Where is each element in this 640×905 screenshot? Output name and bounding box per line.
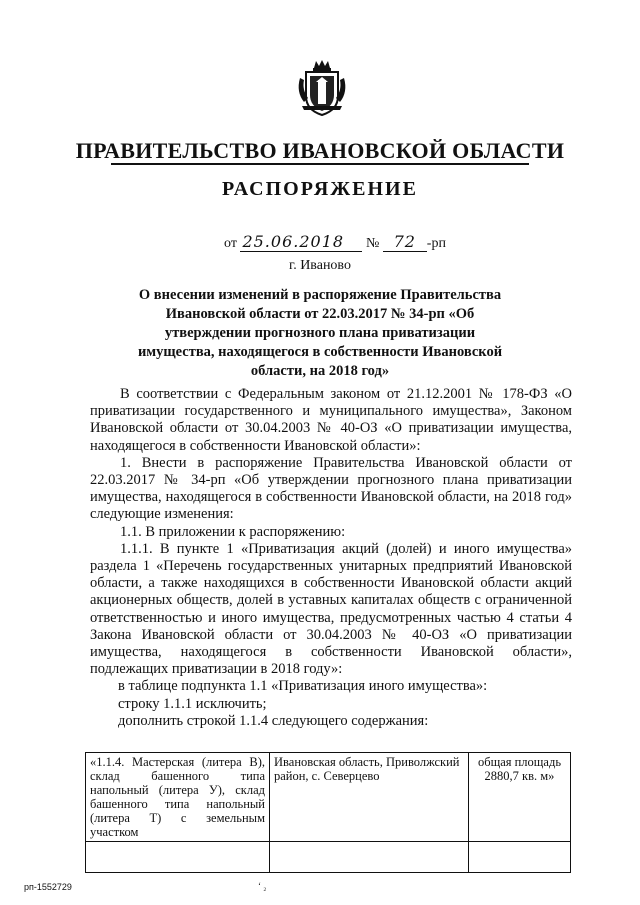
paragraph-1-1-1: 1.1.1. В пункте 1 «Приватизация акций (долей) и иного имущества» раздела 1 «Перечень государственных унитарных предприятий Ивановской области, а также находящихся в собственности Ивановской области акций акционерных обществ, долей в уставных капиталах обществ с ограниченной ответственностью и иного имущества, предусмотренных частью 4 статьи 4 Закона Ивановской области от 30.04.2003 № 40-ОЗ «О приватизации имущества, находящегося в собственности Ивановской области», подлежащих приватизации в 2018 году»:: [90, 540, 572, 678]
org-title: ПРАВИТЕЛЬСТВО ИВАНОВСКОЙ ОБЛАСТИ: [75, 138, 565, 163]
paragraph-delete-row: строку 1.1.1 исключить;: [118, 695, 267, 712]
insert-table: [85, 752, 571, 873]
paragraph-1: 1. Внести в распоряжение Правительства Ивановской области от 22.03.2017 № 34-рп «Об утверждении прогнозного плана приватизации имущества, находящегося в собственности Ивановской области, на 2018 год» следующие изменения:: [90, 454, 572, 523]
paragraph-1-1: 1.1. В приложении к распоряжению:: [120, 523, 346, 540]
table-cell-object: «1.1.4. Мастерская (литера В), склад башенного типа напольный (литера У), склад башенного типа напольный (литера Т) с земельным участком: [86, 753, 270, 842]
paragraph-table-ref: в таблице подпункта 1.1 «Приватизация иного имущества»:: [118, 678, 488, 695]
number-sign: №: [365, 236, 380, 251]
document-dateline: [224, 232, 446, 252]
table-cell-address: Ивановская область, Приволжский район, с. Северцево: [270, 753, 469, 842]
title-underline: [111, 163, 529, 165]
document-city: г. Иваново: [289, 258, 351, 273]
table-row: [86, 753, 571, 842]
paragraph-add-row: дополнить строкой 1.1.4 следующего содержания:: [118, 712, 429, 729]
date-prefix: от: [224, 236, 237, 251]
document-code: рп-1552729: [24, 882, 72, 892]
coat-of-arms-icon: [296, 58, 348, 118]
table-cell-area: общая площадь 2880,7 кв. м»: [469, 753, 571, 842]
document-number: 72: [383, 232, 427, 252]
document-type: РАСПОРЯЖЕНИЕ: [222, 178, 418, 200]
paragraph-basis: В соответствии с Федеральным законом от 21.12.2001 № 178-ФЗ «О приватизации государственного и муниципального имущества», Законом Ивановской области от 30.04.2003 № 40-ОЗ «О приватизации имущества, находящегося в собственности Ивановской области»:: [90, 386, 572, 454]
number-suffix: -рп: [426, 236, 446, 251]
page-mark: ʻ ₂: [258, 881, 267, 891]
document-subject: О внесении изменений в распоряжение Правительства Ивановской области от 22.03.2017 № 34-рп «Об утверждении прогнозного плана приватизации имущества, находящегося в собственности Ивановской области, на 2018 год»: [137, 287, 503, 379]
document-date: 25.06.2018: [240, 232, 362, 252]
table-row-empty: [86, 842, 571, 873]
document-body: [90, 386, 572, 730]
